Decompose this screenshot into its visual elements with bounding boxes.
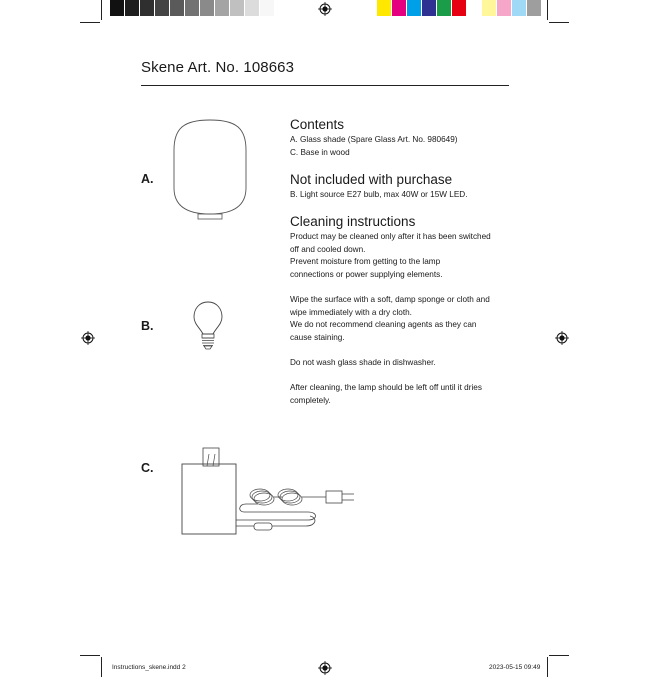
color-swatch (437, 0, 452, 16)
color-swatch (200, 0, 215, 16)
color-swatch (467, 0, 482, 16)
cleaning-line: completely. (290, 395, 331, 405)
cleaning-line: connections or power supplying elements. (290, 269, 443, 279)
contents-item: A. Glass shade (Spare Glass Art. No. 980649) (290, 135, 458, 144)
crop-mark-bottom-right (547, 657, 548, 677)
color-swatch (140, 0, 155, 16)
color-swatch (155, 0, 170, 16)
color-swatch (482, 0, 497, 16)
cleaning-line: Do not wash glass shade in dishwasher. (290, 357, 436, 367)
glass-shade-icon (170, 118, 250, 222)
footer-date: 2023-05-15 09:49 (489, 664, 541, 671)
cleaning-line: We do not recommend cleaning agents as they can (290, 320, 477, 330)
color-swatch (392, 0, 407, 16)
color-swatch (170, 0, 185, 16)
not-included-item: B. Light source E27 bulb, max 40W or 15W LED. (290, 190, 468, 199)
wood-base-icon (178, 442, 362, 538)
part-c-label: C. (141, 461, 154, 475)
gray-color-bar (110, 0, 275, 16)
cleaning-text (290, 231, 515, 407)
part-a-label: A. (141, 172, 154, 186)
color-swatch (125, 0, 140, 16)
cleaning-line: wipe immediately with a dry cloth. (290, 307, 412, 317)
cleaning-heading: Cleaning instructions (290, 214, 416, 229)
color-swatch (245, 0, 260, 16)
crop-mark-bottom-left-h (80, 655, 100, 656)
part-b-label: B. (141, 319, 154, 333)
registration-mark-icon (318, 661, 332, 675)
crop-mark-top-left-h (80, 22, 100, 23)
color-swatch (260, 0, 275, 16)
color-swatch (422, 0, 437, 16)
cmyk-color-bar (377, 0, 542, 16)
crop-mark-bottom-right-h (549, 655, 569, 656)
crop-mark-top-left (101, 0, 102, 20)
crop-mark-bottom-left (101, 657, 102, 677)
cleaning-line: Wipe the surface with a soft, damp sponge or cloth and (290, 294, 490, 304)
color-swatch (110, 0, 125, 16)
color-swatch (452, 0, 467, 16)
bulb-icon (192, 300, 224, 352)
color-swatch (512, 0, 527, 16)
contents-item: C. Base in wood (290, 147, 350, 157)
color-swatch (185, 0, 200, 16)
crop-mark-top-right (547, 0, 548, 20)
crop-mark-top-right-h (549, 22, 569, 23)
color-swatch (377, 0, 392, 16)
registration-mark-icon (555, 331, 569, 345)
contents-list (290, 134, 515, 159)
cleaning-line: After cleaning, the lamp should be left off until it dries (290, 383, 482, 393)
color-swatch (215, 0, 230, 16)
cleaning-line: off and cooled down. (290, 244, 366, 254)
registration-mark-icon (318, 2, 332, 16)
color-swatch (407, 0, 422, 16)
color-swatch (527, 0, 542, 16)
cleaning-line: cause staining. (290, 332, 345, 342)
not-included-heading: Not included with purchase (290, 172, 453, 187)
contents-heading: Contents (290, 117, 345, 132)
cleaning-line: Prevent moisture from getting to the lamp (290, 257, 441, 267)
registration-mark-icon (81, 331, 95, 345)
color-swatch (230, 0, 245, 16)
footer-file-info: Instructions_skene.indd 2 (112, 664, 186, 671)
title-rule (141, 85, 509, 86)
color-swatch (497, 0, 512, 16)
cleaning-line: Product may be cleaned only after it has been switched (290, 232, 491, 241)
not-included-list (290, 189, 515, 202)
page-title: Skene Art. No. 108663 (141, 59, 295, 76)
